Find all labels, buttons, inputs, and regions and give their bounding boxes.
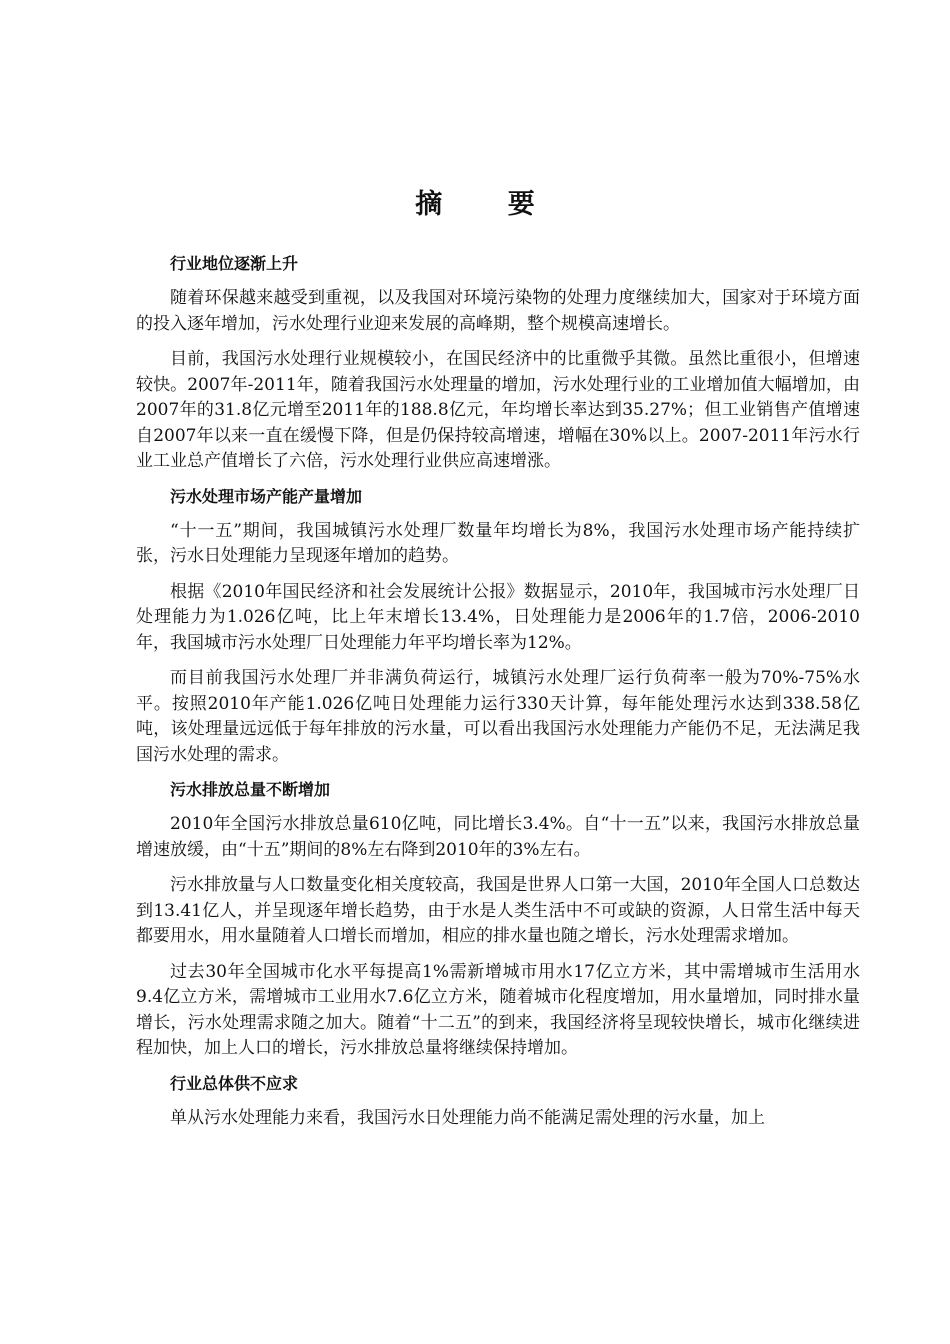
section-heading: 污水处理市场产能产量增加 xyxy=(170,486,363,506)
paragraph: 随着环保越来越受到重视，以及我国对环境污染物的处理力度继续加大，国家对于环境方面的投入逐年增加，污水处理行业迎来发展的高峰期，整个规模高速增长。 xyxy=(136,288,860,334)
document-body xyxy=(136,252,860,1141)
paragraph: 而目前我国污水处理厂并非满负荷运行，城镇污水处理厂运行负荷率一般为70%-75%水平。按照2010年产能1.026亿吨日处理能力运行330天计算，每年能处理污水达到338.58亿吨，该处理量远远低于每年排放的污水量，可以看出我国污水处理能力产能仍不足，无法满足我国污水处理的需求。 xyxy=(136,668,860,765)
section-heading: 行业总体供不应求 xyxy=(170,1073,299,1093)
section-discharge-volume xyxy=(136,778,860,1062)
paragraph: “十一五”期间，我国城镇污水处理厂数量年均增长为8%，我国污水处理市场产能持续扩张，污水日处理能力呈现逐年增加的趋势。 xyxy=(136,520,860,566)
section-heading: 污水排放总量不断增加 xyxy=(170,780,331,799)
page-title: 摘 要 xyxy=(415,189,563,220)
paragraph: 单从污水处理能力来看，我国污水日处理能力尚不能满足需处理的污水量，加上 xyxy=(170,1107,765,1128)
paragraph: 2010年全国污水排放总量610亿吨，同比增长3.4%。自“十一五”以来，我国污水排放总量增速放缓，由“十五”期间的8%左右降到2010年的3%左右。 xyxy=(136,814,860,860)
paragraph: 污水排放量与人口数量变化相关度较高，我国是世界人口第一大国，2010年全国人口总数达到13.41亿人，并呈现逐年增长趋势，由于水是人类生活中不可或缺的资源，人日常生活中每天都要用水，用水量随着人口增长而增加，相应的排水量也随之增长，污水处理需求增加。 xyxy=(136,875,860,946)
section-industry-status xyxy=(136,252,860,475)
paragraph: 过去30年全国城市化水平每提高1%需新增城市用水17亿立方米，其中需增城市生活用水9.4亿立方米，需增城市工业用水7.6亿立方米，随着城市化程度增加，用水量增加，同时排水量增长，污水处理需求随之加大。随着“十二五”的到来，我国经济将呈现较快增长，城市化继续进程加快，加上人口的增长，污水排放总量将继续保持增加。 xyxy=(136,961,860,1058)
section-heading: 行业地位逐渐上升 xyxy=(170,254,299,273)
paragraph: 目前，我国污水处理行业规模较小，在国民经济中的比重微乎其微。虽然比重很小，但增速较快。2007年-2011年，随着我国污水处理量的增加，污水处理行业的工业增加值大幅增加，由2007年的31.8亿元增至2011年的188.8亿元，年均增长率达到35.27%；但工业销售产值增速自2007年以来一直在缓慢下降，但是仍保持较高增速，增幅在30%以上。2007-2011年污水行业工业总产值增长了六倍，污水处理行业供应高速增涨。 xyxy=(136,349,860,471)
paragraph: 根据《2010年国民经济和社会发展统计公报》数据显示，2010年，我国城市污水处理厂日处理能力为1.026亿吨，比上年末增长13.4%，日处理能力是2006年的1.7倍，2006-2010年，我国城市污水处理厂日处理能力年平均增长率为12%。 xyxy=(136,581,860,653)
section-capacity-output xyxy=(136,485,860,769)
section-supply-demand xyxy=(136,1072,860,1132)
